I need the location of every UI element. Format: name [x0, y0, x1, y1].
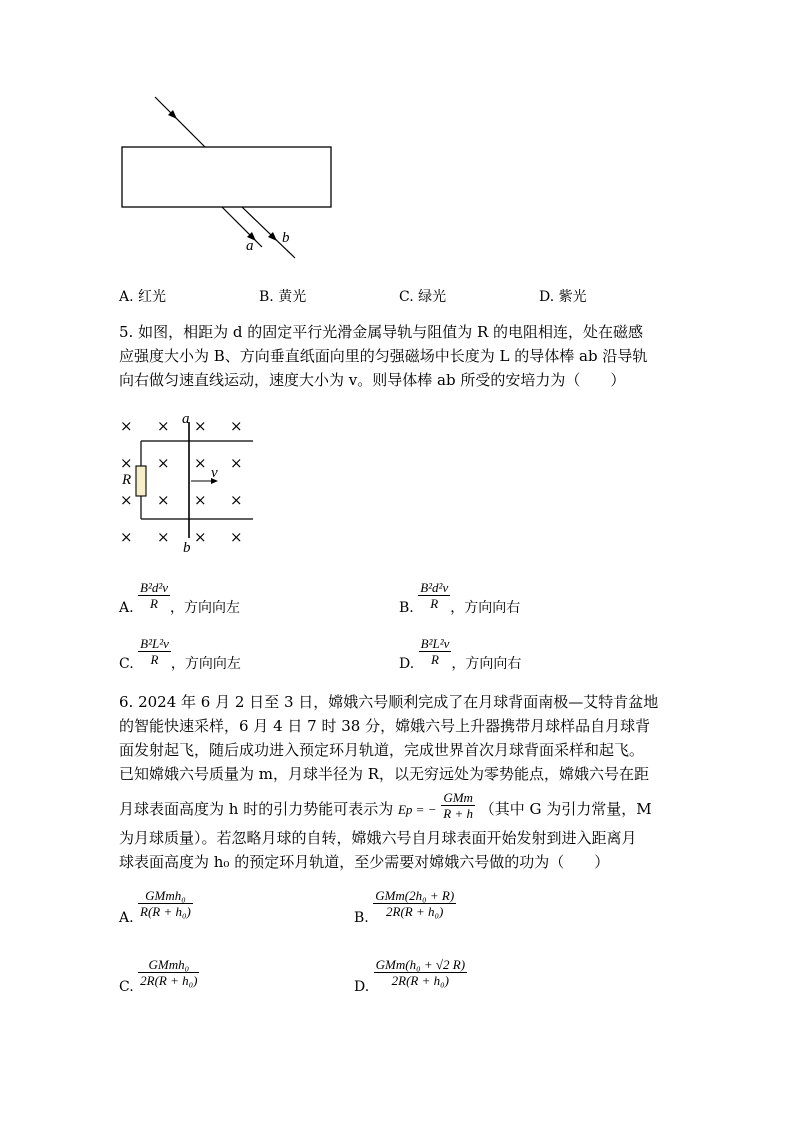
field-cross: × [157, 491, 170, 509]
rail-circuit-figure [110, 408, 270, 553]
velocity-label-v: v [211, 465, 218, 481]
formula: $\frac{\text{GMmh₀}}{\text{R(R + h₀)}}$ [140, 888, 191, 919]
q6-option-a[interactable]: A. $\frac{\text{GMmh₀}}{\text{R(R + h₀)}}$ [119, 888, 191, 926]
ray-a-label: a [246, 238, 254, 254]
incident-ray [155, 97, 205, 147]
field-cross: × [120, 417, 133, 435]
ray-b-label: b [282, 230, 290, 246]
q5-stem-line-3: 向右做匀速直线运动，速度大小为 v。则导体棒 ab 所受的安培力为（ ） [119, 371, 626, 389]
field-cross: × [230, 491, 243, 509]
field-cross: × [120, 454, 133, 472]
q4-option-a[interactable]: A. 红光 [119, 289, 167, 305]
q6-stem-line-1: 6. 2024 年 6 月 2 日至 3 日，嫦娥六号顺利完成了在月球背面南极—艾特肯盆地 [119, 693, 659, 711]
potential-energy-lhs: Ep = − [397, 801, 437, 817]
q6-stem-line-3: 面发射起飞，随后成功进入预定环月轨道，完成世界首次月球背面采样和起飞。 [119, 741, 645, 759]
field-cross: × [230, 417, 243, 435]
q6-option-c[interactable]: C. $\frac{\text{GMmh₀}}{\text{2R(R + h₀)}}$ [119, 957, 198, 995]
q6-stem-line-2: 的智能快速采样，6 月 4 日 7 时 38 分，嫦娥六号上升器携带月球样品自月球背 [119, 717, 651, 735]
q6-stem-line-7: 球表面高度为 h₀ 的预定环月轨道，至少需要对嫦娥六号做的功为（ ） [119, 853, 610, 871]
q5-stem-line-1: 5. 如图，相距为 d 的固定平行光滑金属导轨与阻值为 R 的电阻相连，处在磁感 [119, 323, 644, 341]
formula: $\frac{\text{GMmh₀}}{\text{2R(R + h₀)}}$ [140, 957, 198, 988]
field-cross: × [194, 417, 207, 435]
q6-stem-line-6: 为月球质量）。若忽略月球的自转，嫦娥六号自月球表面开始发射到进入距离月 [119, 829, 637, 847]
q4-option-b[interactable]: B. 黄光 [259, 289, 307, 305]
resistor [136, 466, 146, 496]
formula: $\frac{\text{GMm(h₀ + √2 R)}}{\text{2R(R + h₀)}}$ [375, 957, 466, 988]
potential-energy-formula: $\frac{\text{GMm}}{R + h}$ [443, 790, 473, 821]
formula: $\frac{\text{GMm(2h₀ + R)}}{\text{2R(R + h₀)}}$ [375, 888, 455, 919]
field-cross: × [230, 454, 243, 472]
q4-option-d[interactable]: D. 紫光 [539, 289, 587, 305]
rod-label-a: a [182, 411, 190, 427]
rod-label-b: b [183, 540, 191, 556]
field-cross: × [157, 528, 170, 546]
resistor-label-r: R [122, 472, 132, 488]
q6-option-b[interactable]: B. $\frac{\text{GMm(2h₀ + R)}}{\text{2R(R + h₀)}}$ [354, 888, 455, 926]
refraction-figure [110, 90, 350, 260]
q6-option-d[interactable]: D. $\frac{\text{GMm(h₀ + √2 R)}}{\text{2R(R + h₀)}}$ [354, 957, 466, 995]
formula: $\frac{\text{B²L²v}}{R}$ [420, 636, 450, 667]
q6-stem-line-5: 月球表面高度为 h 时的引力势能可表示为 Ep = − $\frac{\text{GMm}}{R + h}$ （其中 G 为引力常量，M [119, 790, 652, 821]
q5-option-b[interactable]: B. $\frac{\text{B²d²v}}{R}$ ，方向向右 [399, 580, 521, 616]
q5-option-a[interactable]: A. $\frac{\text{B²d²v}}{R}$ ，方向向左 [119, 580, 241, 616]
q6-stem-line-4: 已知嫦娥六号质量为 m，月球半径为 R，以无穷远处为零势能点，嫦娥六号在距 [119, 765, 650, 783]
q5-option-c[interactable]: C. $\frac{\text{B²L²v}}{R}$ ，方向向左 [119, 636, 241, 672]
field-cross: × [120, 491, 133, 509]
field-cross: × [157, 454, 170, 472]
field-cross: × [230, 528, 243, 546]
q5-stem-line-2: 应强度大小为 B、方向垂直纸面向里的匀强磁场中长度为 L 的导体棒 ab 沿导轨 [119, 347, 648, 365]
field-cross: × [194, 528, 207, 546]
q4-option-c[interactable]: C. 绿光 [399, 289, 447, 305]
field-cross: × [194, 454, 207, 472]
formula: $\frac{\text{B²L²v}}{R}$ [140, 636, 169, 667]
formula: $\frac{\text{B²d²v}}{R}$ [420, 580, 449, 611]
formula: $\frac{\text{B²d²v}}{R}$ [140, 580, 169, 611]
glass-block [122, 147, 331, 207]
field-cross: × [194, 491, 207, 509]
field-cross: × [157, 417, 170, 435]
q5-option-d[interactable]: D. $\frac{\text{B²L²v}}{R}$ ，方向向右 [399, 636, 522, 672]
field-cross: × [120, 528, 133, 546]
